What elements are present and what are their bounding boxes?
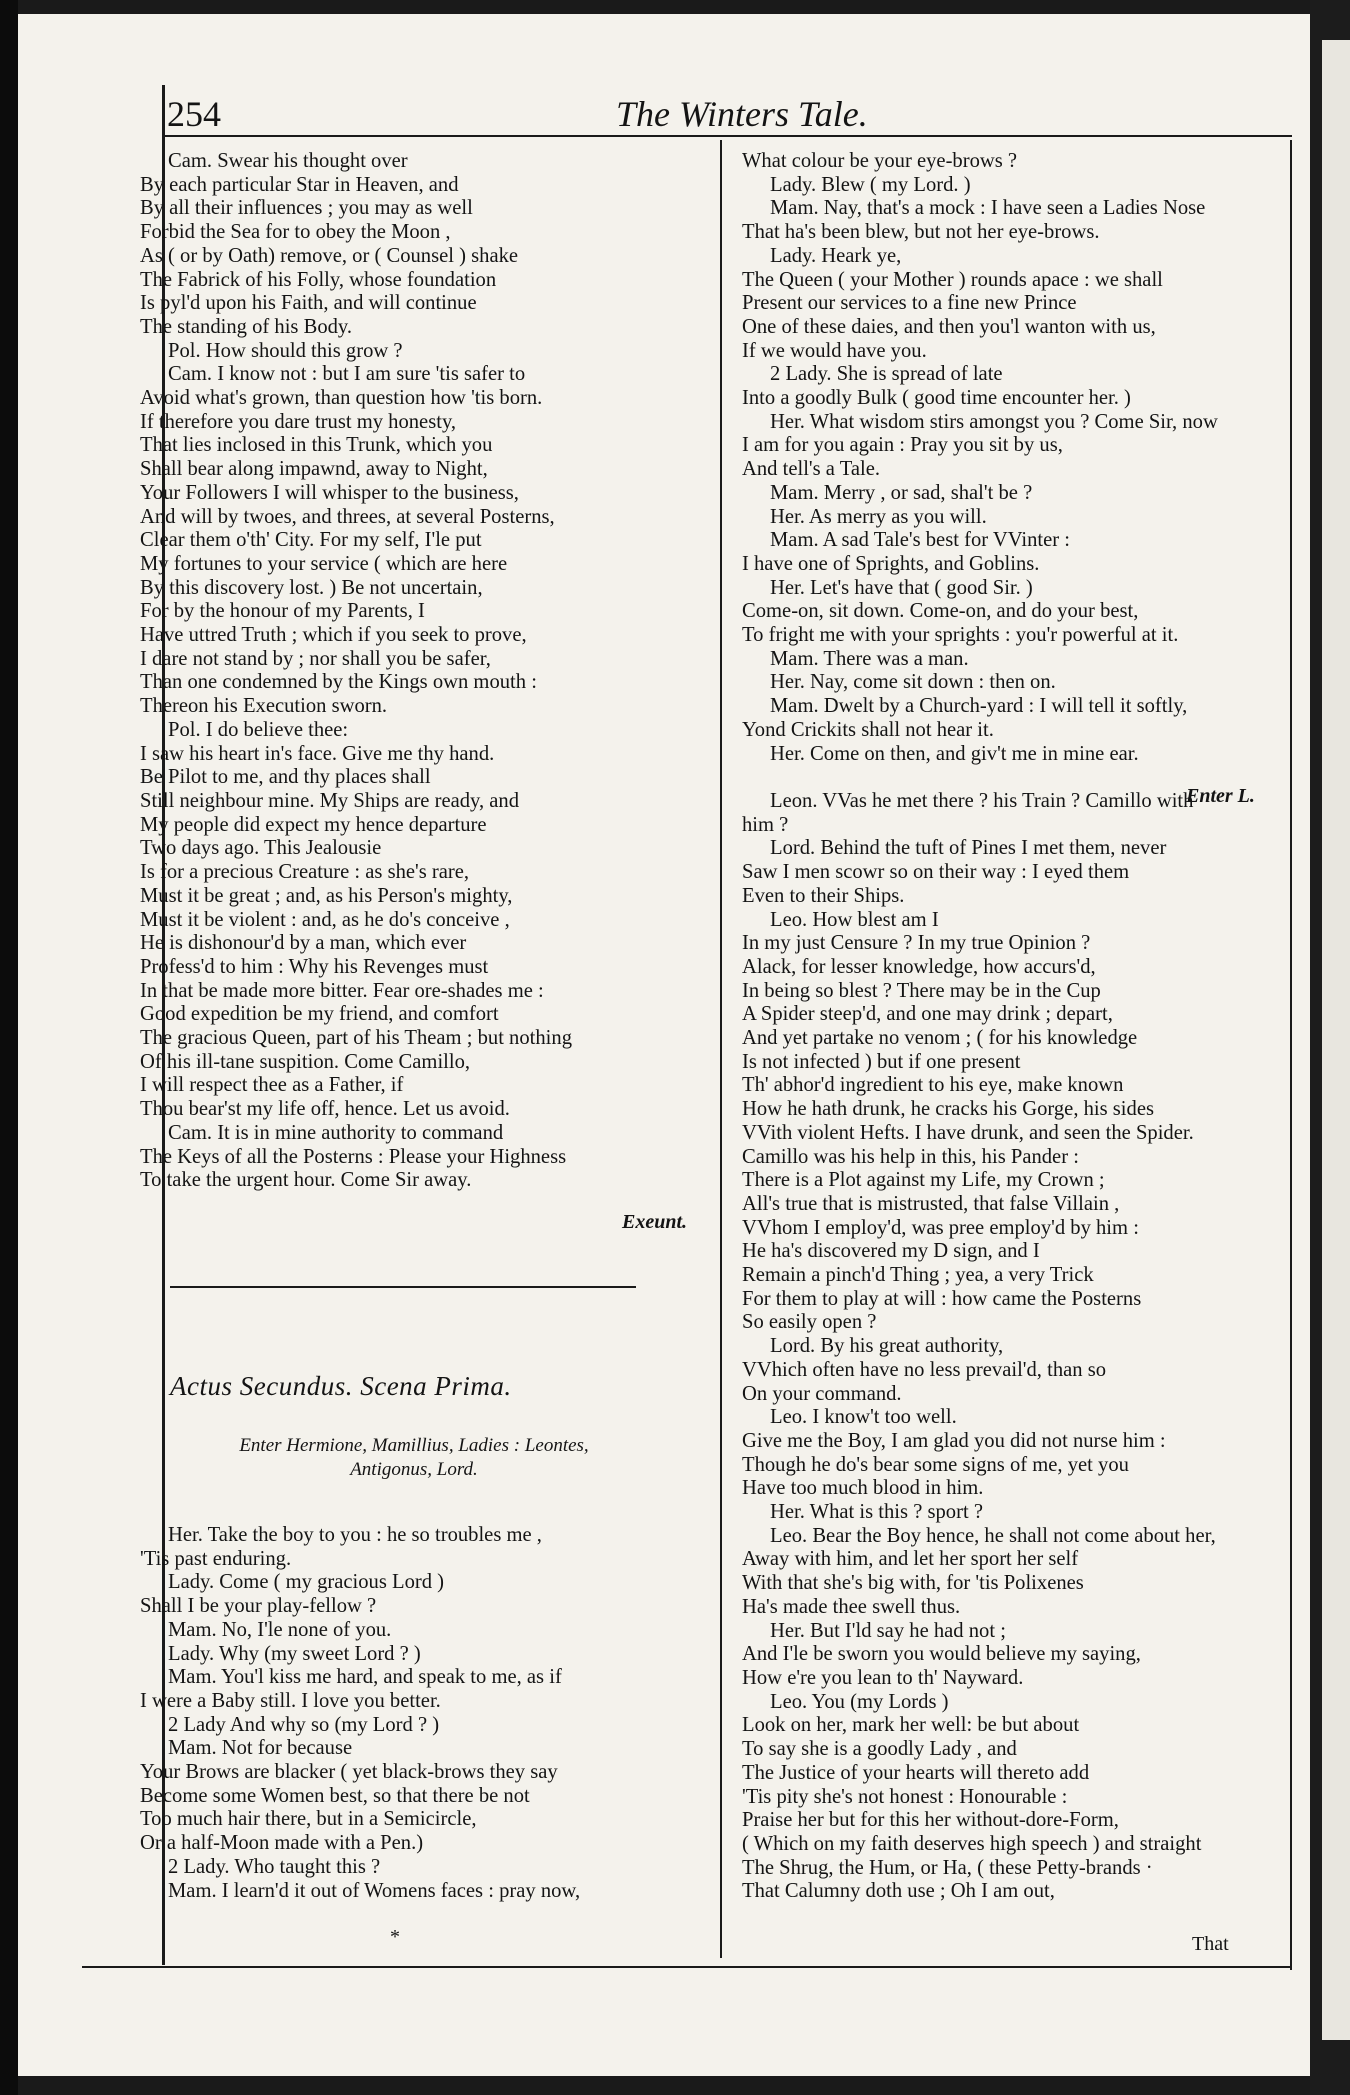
text-line: Shall I be your play-fellow ?	[140, 1595, 377, 1618]
text-line: Have too much blood in him.	[742, 1477, 984, 1500]
text-line: Her. Take the boy to you : he so troubles me ,	[168, 1524, 542, 1546]
text-line: Into a goodly Bulk ( good time encounter her. )	[742, 387, 1131, 410]
text-line: I were a Baby still. I love you better.	[140, 1689, 441, 1712]
text-line: Mam. A sad Tale's best for VVinter :	[770, 529, 1070, 552]
text-line: And yet partake no venom ; ( for his knowledge	[742, 1027, 1138, 1050]
text-line: Lady. Heark ye,	[770, 244, 902, 267]
entry-line-1: Enter Hermione, Mamillius, Ladies : Leontes,	[239, 1435, 589, 1456]
left-column-text	[140, 150, 700, 1193]
text-line: As ( or by Oath) remove, or ( Counsel ) shake	[140, 244, 519, 267]
text-line: All's true that is mistrusted, that false Villain ,	[742, 1192, 1120, 1215]
text-line: Your Brows are blacker ( yet black-brows they say	[140, 1761, 558, 1784]
page-number: 254	[167, 94, 221, 134]
text-line: What colour be your eye-brows ?	[742, 150, 1018, 172]
text-line: 2 Lady. Who taught this ?	[168, 1855, 381, 1878]
text-line: The Fabrick of his Folly, whose foundation	[140, 268, 497, 291]
text-line: Mam. I learn'd it out of Womens faces : pray now,	[168, 1879, 581, 1902]
text-line: Yond Crickits shall not hear it.	[742, 718, 994, 741]
text-line: Pol. I do believe thee:	[168, 718, 349, 741]
text-line: Away with him, and let her sport her self	[742, 1548, 1079, 1571]
stage-direction-exeunt: Exeunt.	[622, 1211, 688, 1233]
text-line: I have one of Sprights, and Goblins.	[742, 552, 1040, 575]
text-line: Is for a precious Creature : as she's rare,	[140, 861, 470, 884]
entry-stage-direction	[196, 1434, 632, 1481]
text-line: him ?	[742, 813, 789, 836]
text-line: Leon. VVas he met there ? his Train ? Camillo with	[770, 789, 1194, 812]
text-line: And I'le be sworn you would believe my saying,	[742, 1643, 1141, 1666]
text-line: Leo. You (my Lords )	[770, 1690, 949, 1713]
text-line: Be Pilot to me, and thy places shall	[140, 766, 431, 789]
catchword: That	[1192, 1933, 1229, 1955]
text-line: The standing of his Body.	[140, 315, 353, 338]
column-divider-rule	[720, 140, 722, 1958]
text-line: Pol. How should this grow ?	[168, 339, 403, 362]
text-line: Present our services to a fine new Prince	[742, 292, 1077, 315]
text-line: In my just Censure ? In my true Opinion ?	[742, 932, 1091, 955]
text-line: Of his ill-tane suspition. Come Camillo,	[140, 1050, 471, 1073]
scan-left-edge	[0, 0, 18, 2095]
text-line: By all their influences ; you may as well	[140, 197, 473, 220]
text-line: Mam. No, I'le none of you.	[168, 1618, 392, 1641]
text-line: Is not infected ) but if one present	[742, 1050, 1021, 1073]
text-line: Mam. There was a man.	[770, 647, 969, 670]
text-line: I will respect thee as a Father, if	[140, 1074, 404, 1097]
text-line: A Spider steep'd, and one may drink ; depart,	[742, 1003, 1113, 1026]
text-line: That lies inclosed in this Trunk, which you	[140, 434, 493, 457]
text-line: VVhich often have no less prevail'd, than so	[742, 1358, 1107, 1381]
text-line: My fortunes to your service ( which are here	[140, 552, 508, 575]
text-line: Clear them o'th' City. For my self, I'le put	[140, 529, 482, 552]
adjacent-page-strip	[1322, 40, 1350, 2040]
text-line: Lady. Blew ( my Lord. )	[770, 173, 971, 196]
text-line: 2 Lady And why so (my Lord ? )	[168, 1713, 440, 1736]
text-line: Her. Let's have that ( good Sir. )	[770, 576, 1033, 599]
text-line: 'Tis pity she's not honest : Honourable :	[742, 1785, 1068, 1808]
text-line: If therefore you dare trust my honesty,	[140, 410, 457, 433]
text-line: VVhom I employ'd, was pree employ'd by him :	[742, 1216, 1139, 1239]
text-line: Look on her, mark her well: be but about	[742, 1714, 1080, 1737]
text-line: On your command.	[742, 1382, 902, 1405]
text-line: For by the honour of my Parents, I	[140, 600, 425, 623]
text-line: Her. What is this ? sport ?	[770, 1501, 983, 1524]
text-line: One of these daies, and then you'l wanton with us,	[742, 315, 1156, 338]
text-line: Lord. Behind the tuft of Pines I met them, never	[770, 837, 1167, 860]
text-line: Cam. I know not : but I am sure 'tis safer to	[168, 363, 526, 386]
stage-direction-enter-lord: Enter L.	[1186, 785, 1255, 807]
text-line: If we would have you.	[742, 339, 927, 362]
text-line: Mam. Dwelt by a Church-yard : I will tell it softly,	[770, 695, 1188, 718]
text-line: Your Followers I will whisper to the business,	[140, 481, 519, 504]
text-line: Lord. By his great authority,	[770, 1335, 1004, 1358]
text-line: By each particular Star in Heaven, and	[140, 173, 459, 196]
act-separator-rule	[170, 1286, 636, 1288]
text-line: Her. As merry as you will.	[770, 505, 987, 528]
text-line: Praise her but for this her without-dore-Form,	[742, 1809, 1119, 1832]
text-line: Saw I men scowr so on their way : I eyed them	[742, 861, 1130, 884]
text-line: Shall bear along impawnd, away to Night,	[140, 458, 488, 481]
text-line: I am for you again : Pray you sit by us,	[742, 434, 1063, 457]
text-line: Mam. You'l kiss me hard, and speak to me, as if	[168, 1666, 562, 1689]
text-line: Is pyl'd upon his Faith, and will continue	[140, 292, 477, 315]
text-line: Good expedition be my friend, and comfort	[140, 1003, 499, 1026]
signature-mark: *	[390, 1926, 400, 1948]
text-line: Her. Come on then, and giv't me in mine ear.	[770, 742, 1139, 765]
text-line: 2 Lady. She is spread of late	[770, 363, 1003, 386]
text-line: The Justice of your hearts will thereto add	[742, 1761, 1090, 1784]
text-line: Still neighbour mine. My Ships are ready, and	[140, 789, 520, 812]
text-line: Thou bear'st my life off, hence. Let us avoid.	[140, 1098, 510, 1121]
text-line: Mam. Merry , or sad, shal't be ?	[770, 481, 1033, 504]
text-line: That Calumny doth use ; Oh I am out,	[742, 1880, 1055, 1903]
text-line: Camillo was his help in this, his Pander :	[742, 1145, 1079, 1168]
text-line: And tell's a Tale.	[742, 458, 881, 481]
text-line: To say she is a goodly Lady , and	[742, 1738, 1017, 1761]
text-line: In that be made more bitter. Fear ore-shades me :	[140, 979, 544, 1002]
text-line: With that she's big with, for 'tis Polixenes	[742, 1572, 1084, 1595]
text-line: He is dishonour'd by a man, which ever	[140, 932, 467, 955]
text-line: The gracious Queen, part of his Theam ; but nothing	[140, 1027, 572, 1050]
text-line: By this discovery lost. ) Be not uncertain,	[140, 576, 483, 599]
header-rule	[162, 135, 1292, 137]
text-line: That ha's been blew, but not her eye-brows.	[742, 221, 1100, 244]
text-line: There is a Plot against my Life, my Crown ;	[742, 1169, 1105, 1192]
text-line: Too much hair there, but in a Semicircle,	[140, 1808, 477, 1831]
text-line: I dare not stand by ; nor shall you be safer,	[140, 647, 491, 670]
entry-line-2: Antigonus, Lord.	[350, 1458, 478, 1480]
text-line: Ha's made thee swell thus.	[742, 1595, 961, 1618]
text-line: Lady. Why (my sweet Lord ? )	[168, 1642, 421, 1665]
text-line: Give me the Boy, I am glad you did not nurse him :	[742, 1429, 1166, 1452]
text-line: The Keys of all the Posterns : Please your Highness	[140, 1145, 567, 1168]
text-line: Her. But I'ld say he had not ;	[770, 1619, 1006, 1642]
text-line: Remain a pinch'd Thing ; yea, a very Trick	[742, 1264, 1094, 1287]
text-line: Than one condemned by the Kings own mouth :	[140, 671, 537, 694]
text-line: And will by twoes, and threes, at several Posterns,	[140, 505, 555, 528]
text-line: Thereon his Execution sworn.	[140, 695, 388, 718]
text-line: Cam. It is in mine authority to command	[168, 1121, 504, 1144]
text-line: Must it be violent : and, as he do's conceive ,	[140, 908, 510, 931]
text-line: Avoid what's grown, than question how 'tis born.	[140, 387, 543, 410]
text-line: Leo. I know't too well.	[770, 1406, 957, 1429]
right-column-text	[742, 150, 1302, 1904]
running-title: The Winters Tale.	[616, 94, 868, 134]
text-line: He ha's discovered my D sign, and I	[742, 1240, 1040, 1263]
text-line: The Queen ( your Mother ) rounds apace : we shall	[742, 268, 1163, 291]
text-line: Have uttred Truth ; which if you seek to prove,	[140, 624, 527, 647]
text-line: Mam. Nay, that's a mock : I have seen a Ladies Nose	[770, 197, 1206, 220]
text-line: 'Tis past enduring.	[140, 1547, 292, 1570]
text-line: Two days ago. This Jealousie	[140, 837, 382, 860]
text-line: Or a half-Moon made with a Pen.)	[140, 1832, 424, 1855]
text-line: Leo. Bear the Boy hence, he shall not come about her,	[770, 1524, 1216, 1547]
text-line: Become some Women best, so that there be not	[140, 1784, 530, 1807]
text-line: For them to play at will : how came the Posterns	[742, 1287, 1142, 1310]
text-line: Must it be great ; and, as his Person's mighty,	[140, 884, 513, 907]
text-line: VVith violent Hefts. I have drunk, and seen the Spider.	[742, 1121, 1194, 1144]
text-line: How e're you lean to th' Nayward.	[742, 1667, 1024, 1689]
text-line: Cam. Swear his thought over	[168, 150, 408, 172]
footer-rule	[82, 1966, 1292, 1968]
act-scene-heading: Actus Secundus. Scena Prima.	[170, 1371, 512, 1401]
text-line: Forbid the Sea for to obey the Moon ,	[140, 221, 451, 244]
left-column-text-2	[140, 1524, 700, 1903]
text-line: Leo. How blest am I	[770, 908, 939, 931]
text-line: How he hath drunk, he cracks his Gorge, his sides	[742, 1098, 1154, 1121]
text-line: Th' abhor'd ingredient to his eye, make known	[742, 1074, 1124, 1097]
text-line: Come-on, sit down. Come-on, and do your best,	[742, 600, 1139, 623]
text-line: Profess'd to him : Why his Revenges must	[140, 955, 489, 978]
text-line: To take the urgent hour. Come Sir away.	[140, 1169, 472, 1192]
text-line: My people did expect my hence departure	[140, 813, 487, 836]
text-line: In being so blest ? There may be in the Cup	[742, 979, 1101, 1002]
text-line: I saw his heart in's face. Give me thy hand.	[140, 742, 495, 765]
text-line: The Shrug, the Hum, or Ha, ( these Petty-brands ·	[742, 1856, 1153, 1879]
text-line: Lady. Come ( my gracious Lord )	[168, 1571, 445, 1594]
text-line: ( Which on my faith deserves high speech ) and straight	[742, 1832, 1202, 1855]
text-line: Her. Nay, come sit down : then on.	[770, 671, 1056, 694]
text-line: Though he do's bear some signs of me, yet you	[742, 1453, 1129, 1476]
text-line: Mam. Not for because	[168, 1737, 353, 1760]
text-line: Her. What wisdom stirs amongst you ? Come Sir, now	[770, 410, 1218, 433]
text-line: Even to their Ships.	[742, 884, 905, 907]
text-line: Alack, for lesser knowledge, how accurs'd,	[742, 955, 1096, 978]
text-line: So easily open ?	[742, 1311, 877, 1334]
text-line: To fright me with your sprights : you'r powerful at it.	[742, 624, 1179, 647]
